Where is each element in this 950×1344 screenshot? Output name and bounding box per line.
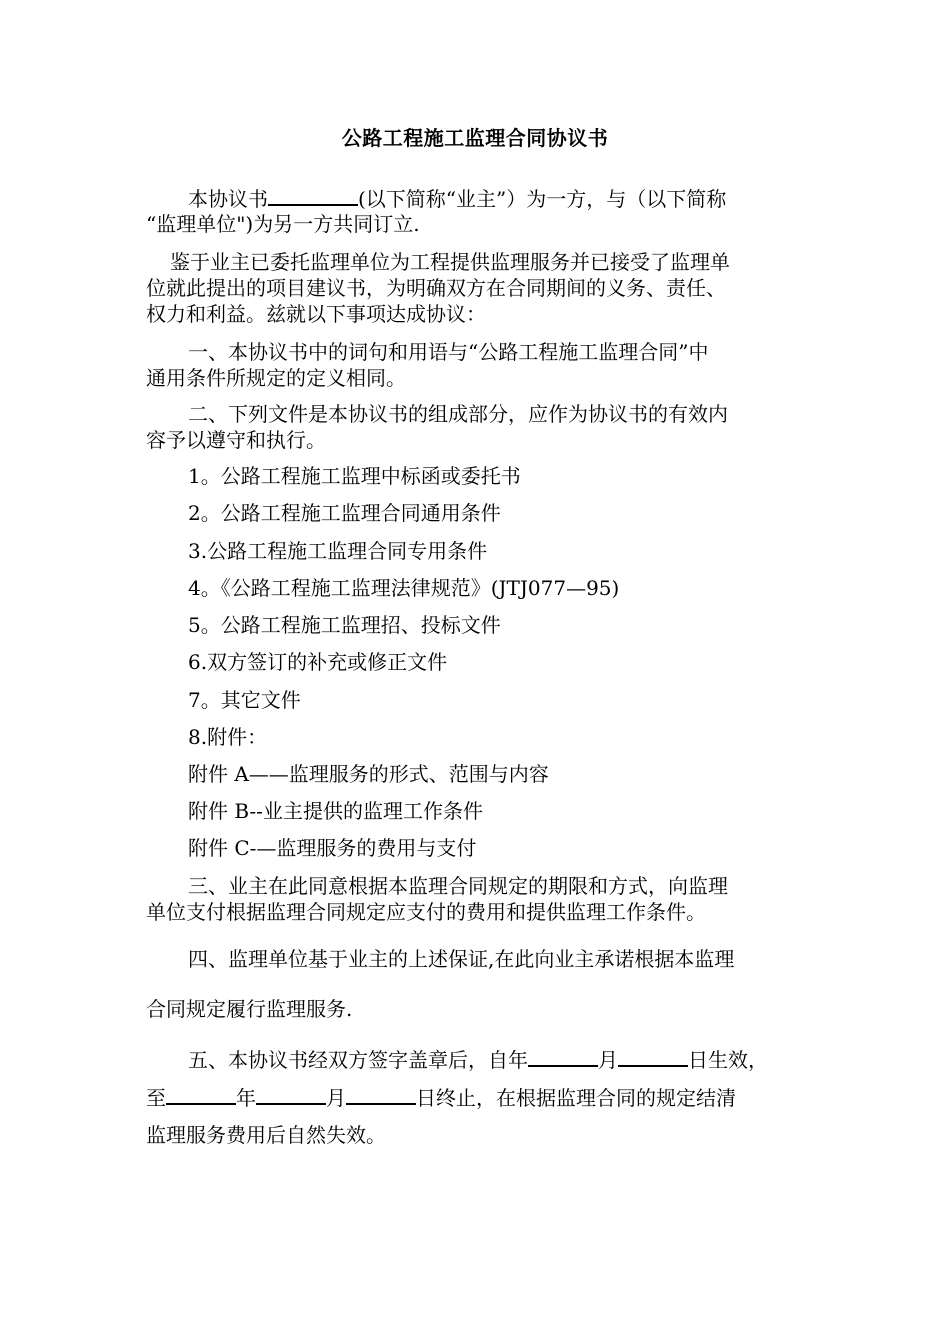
end-year-blank[interactable] [166, 1083, 236, 1105]
list-item: 附件 A——监理服务的形式、范围与内容 [188, 762, 549, 786]
start-month-blank[interactable] [528, 1045, 598, 1067]
clause-1-line-2: 通用条件所规定的定义相同。 [146, 366, 406, 390]
paragraph-parties-line-1 [188, 184, 888, 213]
text-segment: 年 [236, 1086, 256, 1110]
clause-4-line-2: 合同规定履行监理服务. [146, 997, 353, 1021]
text-segment: 至 [146, 1086, 166, 1110]
list-item: 附件 B--业主提供的监理工作条件 [188, 799, 483, 823]
text-segment: (以下简称“业主”）为一方，与（以下简称 [358, 187, 727, 211]
list-item: 1。公路工程施工监理中标函或委托书 [188, 464, 521, 488]
clause-4-line-1: 四、监理单位基于业主的上述保证,在此向业主承诺根据本监理 [188, 947, 735, 971]
text-segment: 月 [326, 1086, 346, 1110]
clause-5-line-1 [188, 1045, 888, 1074]
list-item: 3.公路工程施工监理合同专用条件 [188, 539, 488, 563]
paragraph-recital-line-2: 位就此提出的项目建议书，为明确双方在合同期间的义务、责任、 [146, 276, 726, 300]
document-title: 公路工程施工监理合同协议书 [341, 126, 609, 150]
list-item: 6.双方签订的补充或修正文件 [188, 650, 448, 674]
clause-2-line-2: 容予以遵守和执行。 [146, 428, 326, 452]
list-item: 5。公路工程施工监理招、投标文件 [188, 613, 501, 637]
paragraph-recital-line-3: 权力和利益。兹就以下事项达成协议： [146, 302, 486, 326]
clause-5-line-3: 监理服务费用后自然失效。 [146, 1123, 386, 1147]
paragraph-parties-line-2: “监理单位")为另一方共同订立. [146, 212, 420, 236]
clause-5-line-2 [146, 1083, 846, 1112]
clause-1-line-1: 一、本协议书中的词句和用语与“公路工程施工监理合同”中 [188, 340, 709, 364]
text-segment: 本协议书 [188, 187, 268, 211]
end-day-blank[interactable] [346, 1083, 416, 1105]
clause-3-line-1: 三、业主在此同意根据本监理合同规定的期限和方式，向监理 [188, 874, 728, 898]
list-item: 7。其它文件 [188, 688, 301, 712]
clause-3-line-2: 单位支付根据监理合同规定应支付的费用和提供监理工作条件。 [146, 900, 706, 924]
text-segment: 五、本协议书经双方签字盖章后，自年 [188, 1048, 528, 1072]
list-item: 附件 C-—监理服务的费用与支付 [188, 836, 477, 860]
text-segment: 日生效， [688, 1048, 768, 1072]
text-segment: 日终止，在根据监理合同的规定结清 [416, 1086, 736, 1110]
start-day-blank[interactable] [618, 1045, 688, 1067]
list-item: 2。公路工程施工监理合同通用条件 [188, 501, 501, 525]
list-item: 4。《公路工程施工监理法律规范》(JTJ077—95) [188, 576, 620, 600]
owner-name-blank[interactable] [268, 184, 358, 206]
clause-2-line-1: 二、下列文件是本协议书的组成部分，应作为协议书的有效内 [188, 402, 728, 426]
paragraph-recital-line-1: 鉴于业主已委托监理单位为工程提供监理服务并已接受了监理单 [170, 250, 730, 274]
end-month-blank[interactable] [256, 1083, 326, 1105]
text-segment: 月 [598, 1048, 618, 1072]
list-item: 8.附件： [188, 725, 268, 749]
